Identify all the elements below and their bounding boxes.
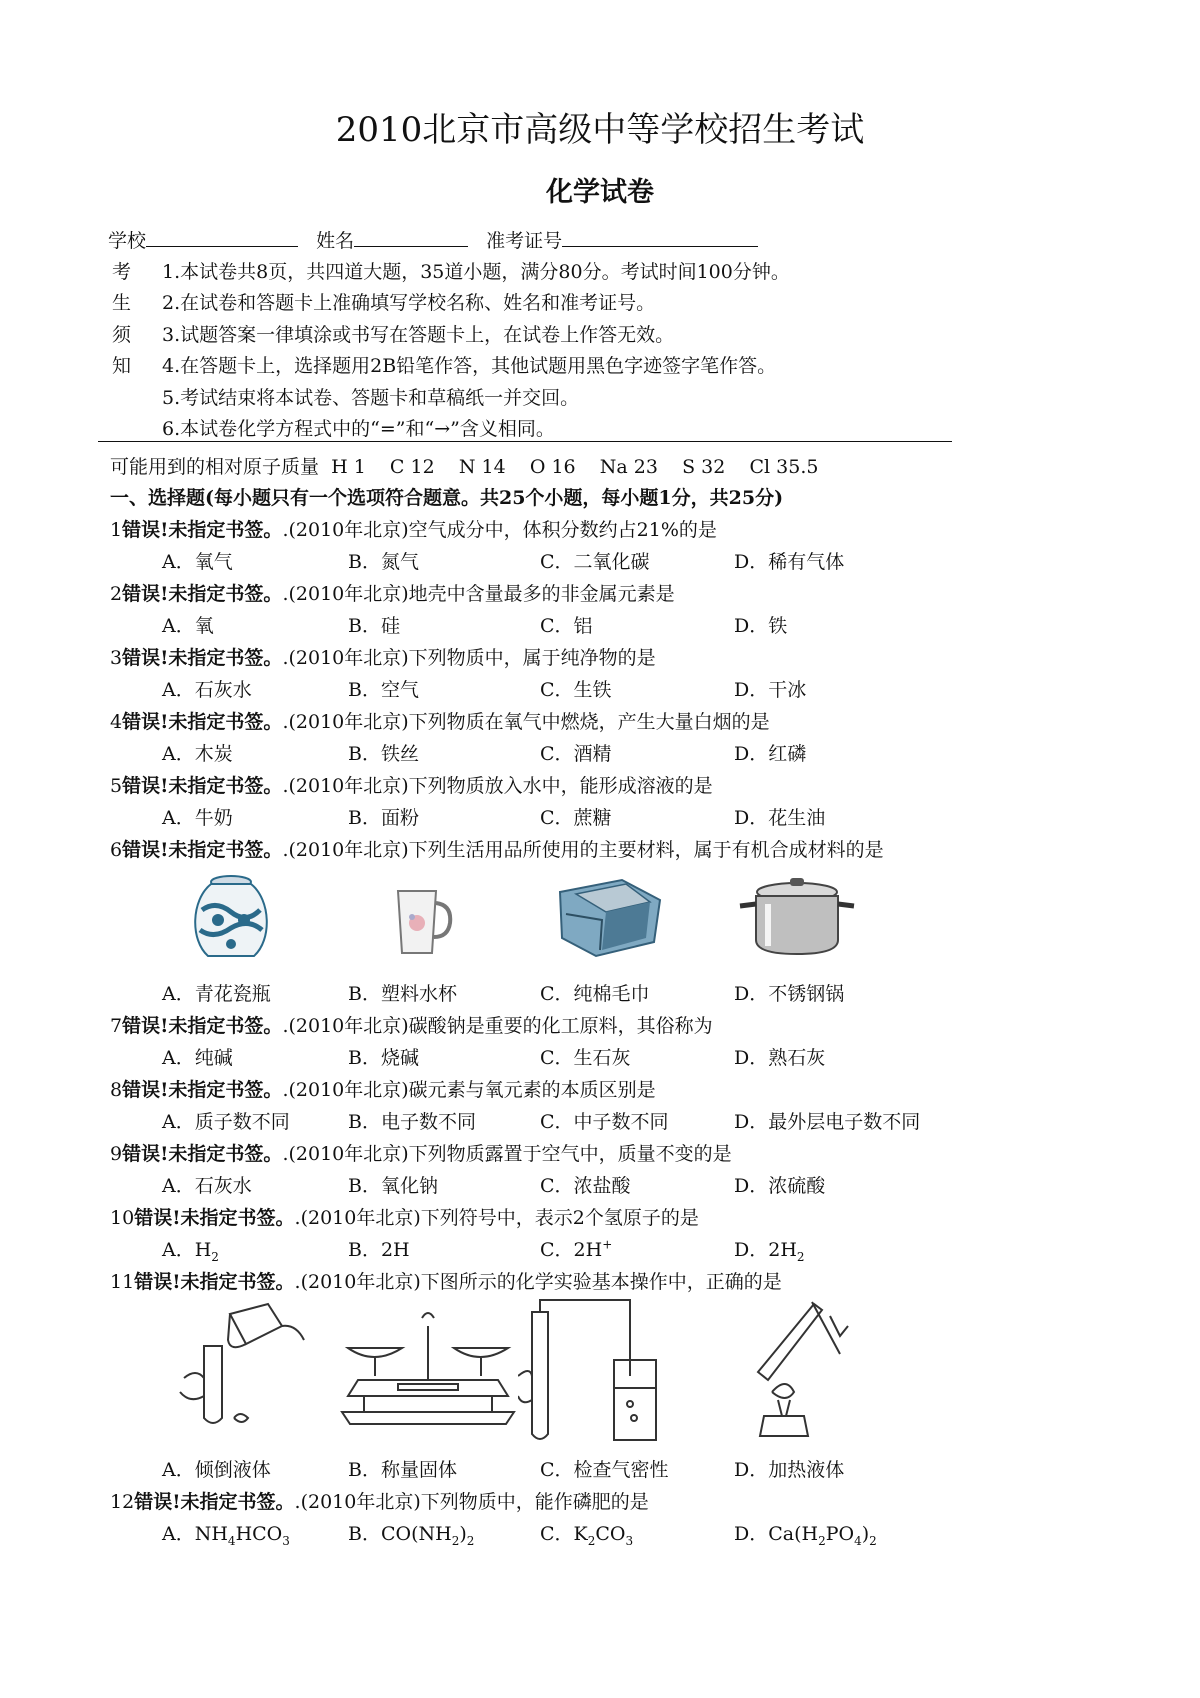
option-d[interactable]: D．铁 [734, 615, 788, 637]
question-4 [110, 707, 770, 734]
error-text: 错误!未指定书签。 [134, 1207, 295, 1229]
option-d[interactable]: D．红磷 [734, 743, 807, 765]
school-label: 学校 [108, 230, 147, 252]
option-c[interactable]: C．2H+ [540, 1237, 613, 1261]
notice-line: 2.在试卷和答题卡上准确填写学校名称、姓名和准考证号。 [162, 292, 656, 314]
option-c[interactable]: C．酒精 [540, 743, 612, 765]
option-a[interactable]: A．青花瓷瓶 [162, 983, 271, 1005]
option-b[interactable]: B．$CO(NH_2)_2$ [348, 1523, 475, 1548]
pouring-liquid-image [170, 1300, 310, 1440]
question-11 [110, 1267, 782, 1294]
question-text: .(2010年北京)下列物质放入水中，能形成溶液的是 [282, 775, 713, 797]
question-text: .(2010年北京)碳酸钠是重要的化工原料，其俗称为 [282, 1015, 713, 1037]
question-1 [110, 515, 717, 542]
question-number: 6 [110, 839, 123, 861]
option-a[interactable]: A．$H_2$ [162, 1239, 219, 1264]
steel-pot-image [738, 870, 856, 962]
school-blank[interactable] [146, 230, 298, 247]
notice-label-char: 知 [112, 355, 132, 377]
option-c[interactable]: C．二氧化碳 [540, 551, 650, 573]
exam-title: 2010北京市高级中等学校招生考试 [335, 110, 865, 150]
name-label: 姓名 [316, 230, 355, 252]
question-text: .(2010年北京)空气成分中，体积分数约占21%的是 [282, 519, 717, 541]
error-text: 错误!未指定书签。 [122, 519, 283, 541]
option-d[interactable]: D．稀有气体 [734, 551, 845, 573]
error-text: 错误!未指定书签。 [134, 1271, 295, 1293]
option-c[interactable]: C．浓盐酸 [540, 1175, 631, 1197]
notice-line: 1.本试卷共8页，共四道大题，35道小题，满分80分。考试时间100分钟。 [162, 261, 790, 283]
option-c[interactable]: C．生石灰 [540, 1047, 631, 1069]
question-text: .(2010年北京)下列物质露置于空气中，质量不变的是 [282, 1143, 732, 1165]
exam-number-label: 准考证号 [486, 230, 563, 252]
option-b[interactable]: B．铁丝 [348, 743, 419, 765]
option-a[interactable]: A．氧 [162, 615, 214, 637]
question-number: 8 [110, 1079, 123, 1101]
option-c[interactable]: C．检查气密性 [540, 1459, 669, 1481]
option-a[interactable]: A．$NH_4HCO_3$ [162, 1523, 290, 1548]
option-b[interactable]: B．面粉 [348, 807, 419, 829]
question-text: .(2010年北京)下列物质在氧气中燃烧，产生大量白烟的是 [282, 711, 770, 733]
option-b[interactable]: B．氮气 [348, 551, 419, 573]
option-c[interactable]: C．铝 [540, 615, 593, 637]
option-b[interactable]: B．氧化钠 [348, 1175, 438, 1197]
question-number: 12 [110, 1491, 135, 1513]
option-a[interactable]: A．纯碱 [162, 1047, 233, 1069]
question-text: .(2010年北京)下图所示的化学实验基本操作中，正确的是 [294, 1271, 782, 1293]
error-text: 错误!未指定书签。 [122, 1143, 283, 1165]
candidate-info-row [108, 226, 770, 253]
error-text: 错误!未指定书签。 [122, 647, 283, 669]
option-b[interactable]: B．硅 [348, 615, 400, 637]
divider-line [98, 441, 952, 442]
question-number: 2 [110, 583, 123, 605]
question-number: 5 [110, 775, 123, 797]
notice-line: 3.试题答案一律填涂或书写在答题卡上，在试卷上作答无效。 [162, 324, 675, 346]
question-9 [110, 1139, 732, 1166]
notice-line: 5.考试结束将本试卷、答题卡和草稿纸一并交回。 [162, 387, 580, 409]
option-d[interactable]: D．$2H_2$ [734, 1239, 805, 1264]
question-text: .(2010年北京)下列物质中，能作磷肥的是 [294, 1491, 649, 1513]
question-text: .(2010年北京)地壳中含量最多的非金属元素是 [282, 583, 675, 605]
porcelain-vase-image [186, 870, 276, 962]
option-a[interactable]: A．石灰水 [162, 1175, 252, 1197]
option-c[interactable]: C．中子数不同 [540, 1111, 669, 1133]
question-number: 3 [110, 647, 123, 669]
error-text: 错误!未指定书签。 [122, 1079, 283, 1101]
option-c[interactable]: C．$K_2CO_3$ [540, 1523, 634, 1548]
question-text: .(2010年北京)碳元素与氧元素的本质区别是 [282, 1079, 656, 1101]
option-d[interactable]: D．$Ca(H_2PO_4)_2$ [734, 1523, 877, 1548]
atomic-masses: 可能用到的相对原子质量 H 1 C 12 N 14 O 16 Na 23 S 32 Cl 35.5 [110, 456, 819, 478]
notice-label-char: 考 [112, 261, 132, 283]
error-text: 错误!未指定书签。 [134, 1491, 295, 1513]
question-7 [110, 1011, 713, 1038]
cotton-towel-image [556, 872, 666, 960]
option-b[interactable]: B．塑料水杯 [348, 983, 457, 1005]
question-number: 7 [110, 1015, 123, 1037]
plastic-cup-image [392, 885, 454, 957]
option-c[interactable]: C．生铁 [540, 679, 612, 701]
question-2 [110, 579, 675, 606]
paper-subtitle: 化学试卷 [546, 177, 654, 208]
exam-number-blank[interactable] [562, 230, 758, 247]
option-d[interactable]: D．加热液体 [734, 1459, 845, 1481]
error-text: 错误!未指定书签。 [122, 711, 283, 733]
error-text: 错误!未指定书签。 [122, 775, 283, 797]
question-5 [110, 771, 713, 798]
heating-liquid-image [712, 1296, 852, 1446]
question-3 [110, 643, 656, 670]
option-d[interactable]: D．花生油 [734, 807, 826, 829]
option-b[interactable]: B．烧碱 [348, 1047, 419, 1069]
option-a[interactable]: A．氧气 [162, 551, 233, 573]
option-b[interactable]: B．空气 [348, 679, 419, 701]
option-d[interactable]: D．浓硫酸 [734, 1175, 826, 1197]
option-a[interactable]: A．质子数不同 [162, 1111, 290, 1133]
option-a[interactable]: A．石灰水 [162, 679, 252, 701]
option-b[interactable]: B．称量固体 [348, 1459, 457, 1481]
option-d[interactable]: D．干冰 [734, 679, 807, 701]
option-a[interactable]: A．倾倒液体 [162, 1459, 271, 1481]
airtightness-check-image [518, 1296, 668, 1446]
question-number: 9 [110, 1143, 123, 1165]
question-text: .(2010年北京)下列生活用品所使用的主要材料，属于有机合成材料的是 [282, 839, 884, 861]
question-number: 10 [110, 1207, 135, 1229]
option-b[interactable]: B．2H [348, 1239, 410, 1261]
option-c[interactable]: C．蔗糖 [540, 807, 612, 829]
option-a[interactable]: A．牛奶 [162, 807, 233, 829]
question-number: 11 [110, 1271, 135, 1293]
question-10 [110, 1203, 699, 1230]
name-blank[interactable] [354, 230, 468, 247]
balance-scale-image [338, 1300, 518, 1440]
option-d[interactable]: D．最外层电子数不同 [734, 1111, 921, 1133]
section-heading: 一、选择题(每小题只有一个选项符合题意。共25个小题，每小题1分，共25分) [110, 487, 784, 509]
notice-line: 6.本试卷化学方程式中的“=”和“→”含义相同。 [162, 418, 555, 440]
option-d[interactable]: D．熟石灰 [734, 1047, 826, 1069]
option-c[interactable]: C．纯棉毛巾 [540, 983, 650, 1005]
option-a[interactable]: A．木炭 [162, 743, 233, 765]
error-text: 错误!未指定书签。 [122, 839, 283, 861]
question-6 [110, 835, 884, 862]
option-d[interactable]: D．不锈钢锅 [734, 983, 845, 1005]
question-8 [110, 1075, 656, 1102]
notice-label-char: 生 [112, 292, 132, 314]
error-text: 错误!未指定书签。 [122, 583, 283, 605]
question-number: 4 [110, 711, 123, 733]
question-text: .(2010年北京)下列物质中，属于纯净物的是 [282, 647, 656, 669]
question-12 [110, 1487, 649, 1514]
option-b[interactable]: B．电子数不同 [348, 1111, 476, 1133]
error-text: 错误!未指定书签。 [122, 1015, 283, 1037]
notice-line: 4.在答题卡上，选择题用2B铅笔作答，其他试题用黑色字迹签字笔作答。 [162, 355, 777, 377]
notice-label-char: 须 [112, 324, 132, 346]
question-number: 1 [110, 519, 123, 541]
question-text: .(2010年北京)下列符号中，表示2个氢原子的是 [294, 1207, 699, 1229]
